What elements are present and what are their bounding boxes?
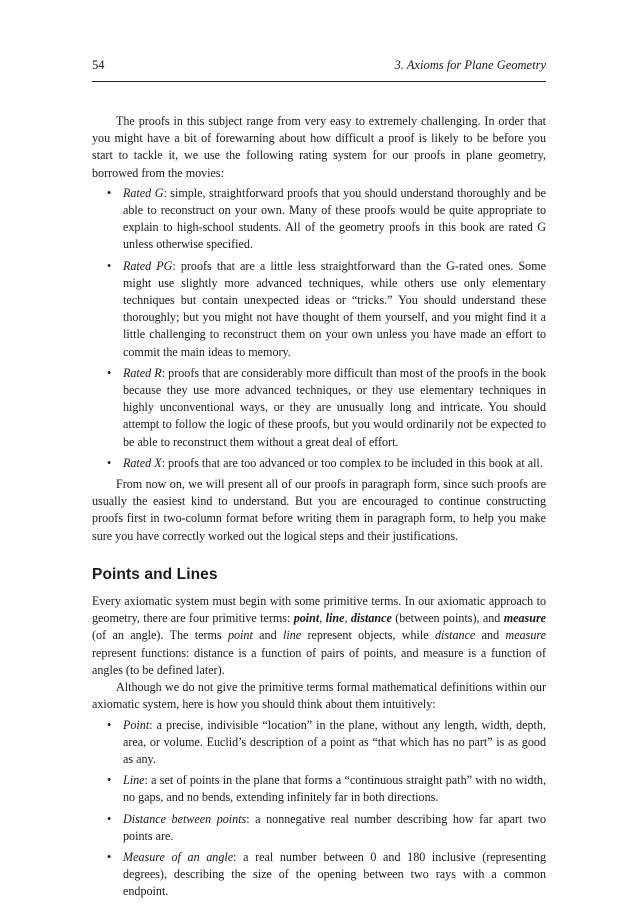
rating-label: Rated X (123, 455, 162, 470)
rating-label: Rated G (123, 185, 164, 200)
text-run: , (344, 611, 351, 626)
term-text: : a precise, indivisible “location” in the plane, without any length, width, depth, area, or volume. Euclid’s description of a point as “that which has no part” is as good as any. (123, 717, 546, 766)
page-body (92, 113, 546, 905)
text-run: and (252, 628, 283, 643)
list-item (92, 185, 546, 254)
rating-label: Rated PG (123, 258, 173, 273)
rating-text: : simple, straightforward proofs that you should understand thoroughly and be able to reconstruct on your own. Many of these proofs would be quite appropriate to explain to high-school students. All of the geometry proofs in this book are rated G unless otherwise specified. (123, 185, 546, 252)
rating-text: : proofs that are a little less straightforward than the G-rated ones. Some might use slightly more advanced techniques, while others use only elementary techniques but contain unexpected ideas or “tricks.” You should understand these thoroughly; but you might not have thought of them yourself, and you might find it a little challenging to reconstruct them on your own unless you have made an effort to commit the main ideas to memory. (123, 258, 547, 359)
text-run: (between points), and (391, 611, 504, 626)
list-item (92, 772, 546, 806)
rating-list (92, 185, 546, 472)
list-item (92, 811, 546, 845)
term-text: : a real number between 0 and 180 inclusive (representing degrees), describing the size of the opening between two rays with a common endpoint. (123, 849, 547, 899)
list-item (92, 365, 546, 451)
primitive-terms-paragraph (92, 593, 546, 679)
term-measure: measure (503, 611, 547, 626)
italic-measure: measure (505, 628, 547, 643)
bullet-icon: • (107, 849, 112, 864)
list-item (92, 258, 546, 361)
term-distance: distance (350, 611, 392, 626)
intro-paragraph: The proofs in this subject range from very easy to extremely challenging. In order that you might have a bit of forewarning about how difficult a proof is likely to be before you start to tackle it, we use the following rating system for our proofs in plane geometry, borrowed from the movies: (92, 114, 546, 180)
paragraph-form-text: From now on, we will present all of our proofs in paragraph form, since such proofs are usually the easiest kind to understand. But you are encouraged to continue constructing proofs first in two-column format before writing them in paragraph form, to help you make sure you have correctly worked out the logical steps and their justifications. (92, 477, 546, 543)
term-label: Distance between points (123, 811, 247, 826)
page-number: 54 (92, 58, 105, 72)
chapter-title: 3. Axioms for Plane Geometry (394, 58, 546, 72)
term-point: point (293, 611, 320, 626)
term-line: line (325, 611, 345, 626)
italic-line: line (283, 628, 302, 643)
list-item (92, 717, 546, 769)
text-run: represent functions: distance is a function of pairs of points, and measure is a function of angles (to be defined later). (92, 645, 546, 677)
term-text: : a nonnegative real number describing how far apart two points are. (123, 811, 547, 843)
term-list (92, 717, 546, 901)
bullet-icon: • (107, 455, 112, 470)
text-run: and (475, 628, 506, 643)
list-item (92, 455, 546, 472)
list-item (92, 849, 546, 901)
rating-text: : proofs that are too advanced or too complex to be included in this book at all. (161, 455, 543, 470)
term-text: : a set of points in the plane that forms a “continuous straight path” with no width, no gaps, and no bends, extending infinitely far in both directions. (123, 773, 546, 805)
running-header (92, 58, 546, 76)
bullet-icon: • (107, 365, 112, 380)
rating-label: Rated R (123, 365, 162, 380)
section-heading: Points and Lines (92, 565, 218, 583)
header-rule (92, 81, 546, 82)
bullet-icon: • (107, 773, 112, 788)
term-label: Line (123, 773, 145, 788)
term-label: Point (123, 717, 150, 732)
italic-distance: distance (435, 628, 476, 643)
bullet-icon: • (107, 258, 112, 273)
bullet-icon: • (107, 717, 112, 732)
bullet-icon: • (107, 811, 112, 826)
text-run: , (319, 611, 326, 626)
intuition-intro: Although we do not give the primitive terms formal mathematical definitions within our axiomatic system, here is how you should think about them intuitively: (92, 680, 546, 712)
rating-text: : proofs that are considerably more difficult than most of the proofs in the book because they use more advanced techniques, or they use elementary techniques in highly unconventional ways, or they are unusually long and intricate. You should attempt to follow the logic of these proofs, but you would ordinarily not be expected to be able to reconstruct them without a great deal of effort. (123, 365, 547, 449)
italic-point: point (227, 628, 253, 643)
bullet-icon: • (107, 185, 112, 200)
text-run: represent objects, while (301, 628, 435, 643)
text-run: (of an angle). The terms (92, 628, 228, 643)
term-label: Measure of an angle (123, 849, 234, 864)
text-run: Every axiomatic system must begin with some primitive terms. In our axiomatic approach to geometry, there are four primitive terms: (92, 594, 546, 626)
